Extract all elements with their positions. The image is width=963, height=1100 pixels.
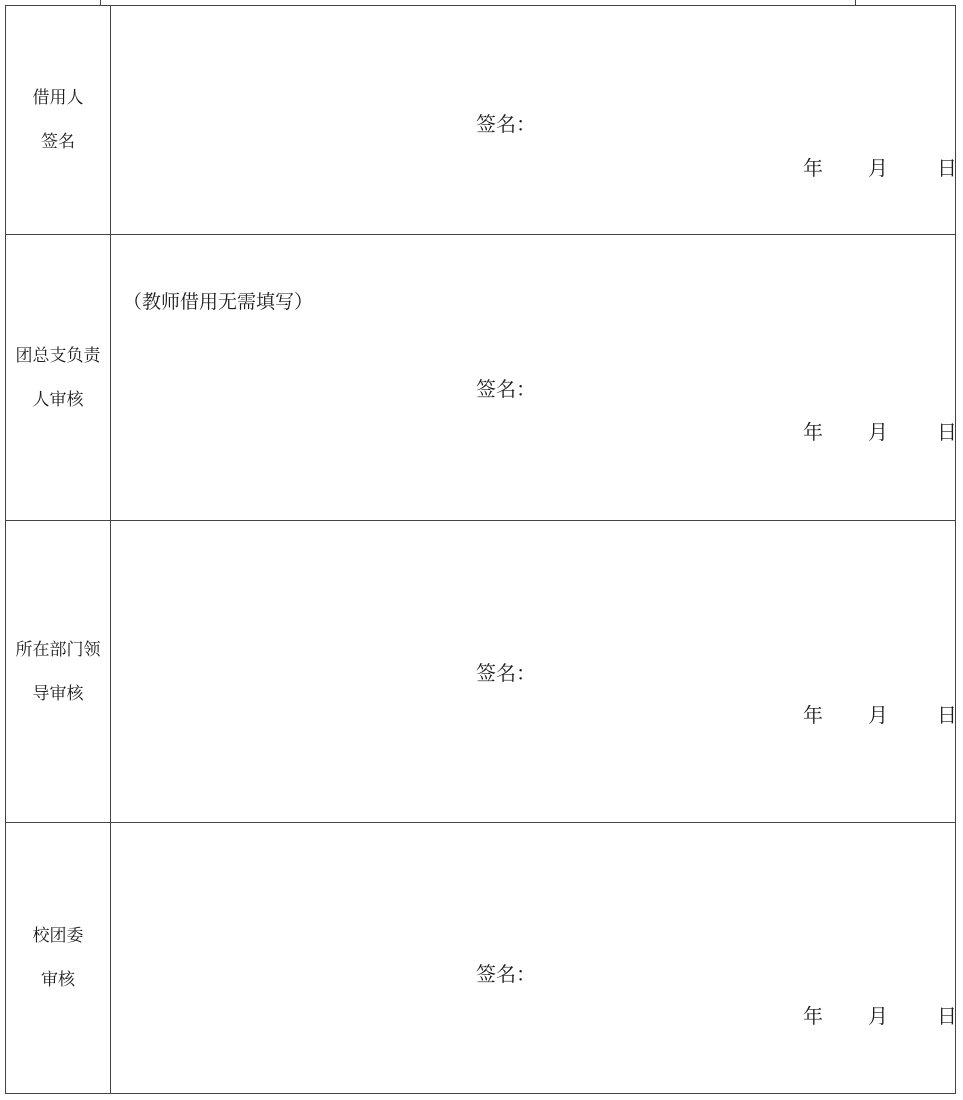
row-label [6, 235, 111, 520]
date-day-label: 日 [937, 703, 957, 727]
row-label-line: 团总支负责 [15, 345, 101, 366]
row-label-line: 导审核 [32, 683, 84, 704]
date-day-label: 日 [937, 1004, 957, 1028]
row-label-line: 签名 [41, 132, 75, 152]
row-label-line: 借用人 [32, 88, 84, 108]
row-label [6, 823, 111, 1093]
date-month-label: 月 [868, 156, 888, 180]
date-month-label: 月 [868, 1004, 888, 1028]
date-day-label: 日 [937, 420, 957, 444]
date-month-label: 月 [868, 420, 888, 444]
date-year-label: 年 [803, 420, 823, 444]
row-label [6, 6, 111, 234]
date-year-label: 年 [803, 156, 823, 180]
row-label-line: 人审核 [32, 389, 84, 410]
date-month-label: 月 [868, 703, 888, 727]
teacher-exempt-note: （教师借用无需填写） [123, 291, 314, 313]
signature-label: 签名： [476, 962, 536, 986]
signature-area[interactable] [111, 521, 955, 822]
league-branch-review-row [5, 235, 956, 521]
row-label-line: 所在部门领 [15, 639, 101, 660]
row-label [6, 521, 111, 822]
date-day-label: 日 [937, 156, 957, 180]
department-leader-review-row [5, 521, 956, 823]
signature-area[interactable] [111, 235, 955, 520]
date-year-label: 年 [803, 703, 823, 727]
signature-label: 签名： [476, 112, 536, 136]
school-league-committee-review-row [5, 823, 956, 1094]
row-label-line: 审核 [41, 970, 75, 990]
signature-label: 签名： [476, 661, 536, 685]
signature-area[interactable] [111, 823, 955, 1093]
signature-area[interactable] [111, 6, 955, 234]
signature-label: 签名： [476, 377, 536, 401]
row-label-line: 校团委 [32, 926, 84, 946]
borrower-signature-row [5, 6, 956, 235]
date-year-label: 年 [803, 1004, 823, 1028]
